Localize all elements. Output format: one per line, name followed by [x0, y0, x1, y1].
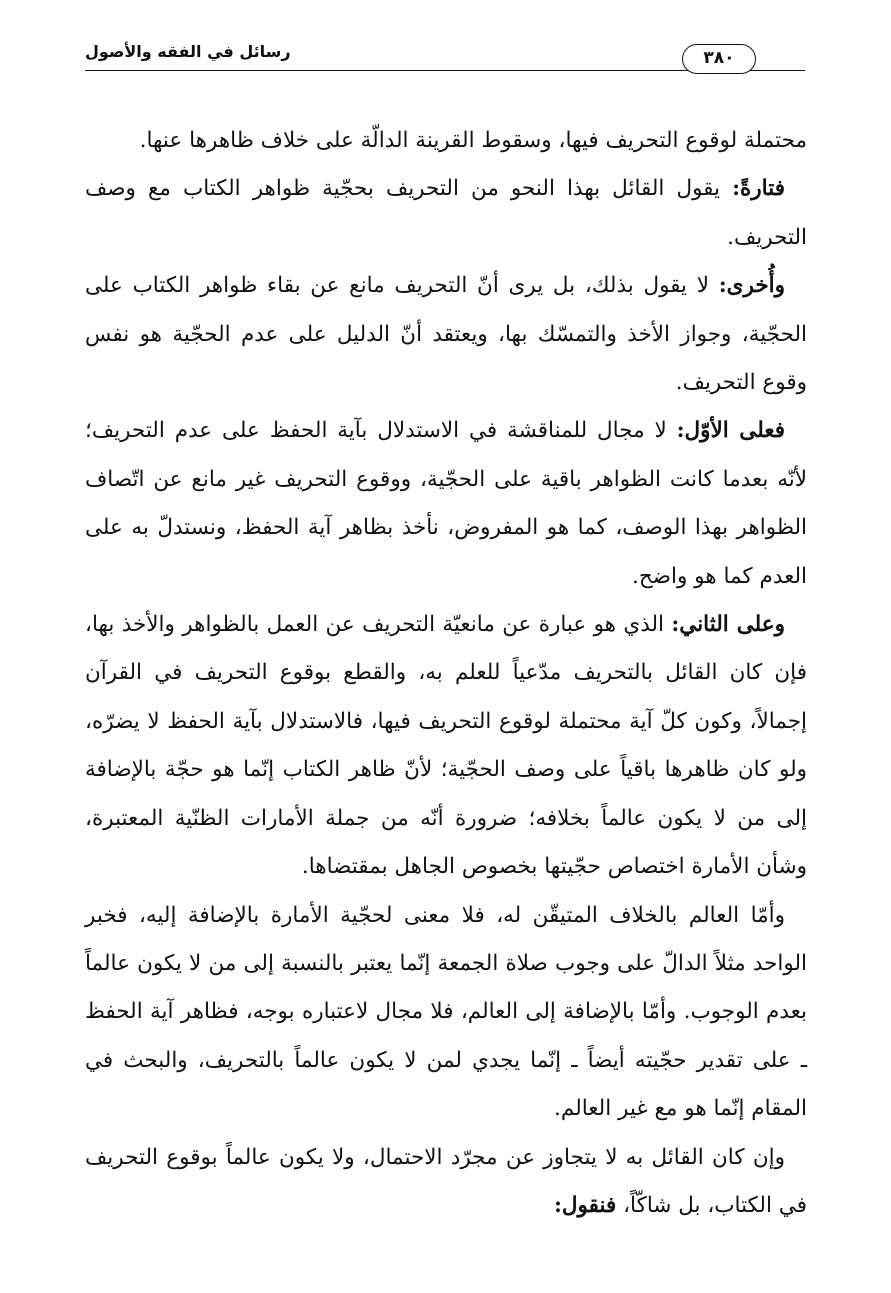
paragraph-text: لا يقول بذلك، بل يرى أنّ التحريف مانع عن بقاء ظواهر الكتاب على الحجّية، وجواز الأخذ والتمسّك بها، ويعتقد أنّ الدليل على عدم الحجّية هو نفس وقوع التحريف.: [85, 273, 807, 396]
paragraph-5: [85, 601, 807, 891]
page-number-badge: ٣٨٠: [682, 44, 756, 74]
paragraph-4: [85, 407, 807, 601]
paragraph-1: [85, 117, 807, 165]
paragraph-text: يقول القائل بهذا النحو من التحريف بحجّية ظواهر الكتاب مع وصف التحريف.: [85, 176, 807, 250]
paragraph-text: وأمّا العالم بالخلاف المتيقّن له، فلا معنى لحجّية الأمارة بالإضافة إليه، فخبر الواحد مثلاً الدالّ على وجوب صلاة الجمعة إنّما يعتبر بالنسبة إلى من لا يكون عالماً بعدم الوجوب. وأمّا بالإضافة إلى العالم، فلا مجال لاعتباره بوجه، فظاهر آية الحفظ ـ على تقدير حجّيته أيضاً ـ إنّما يجدي لمن لا يكون عالماً بالتحريف، والبحث في المقام إنّما هو مع غير العالم.: [85, 902, 807, 1122]
running-title: رسائل في الفقه والأصول: [85, 42, 291, 61]
paragraph-text: وإن كان القائل به لا يتجاوز عن مجرّد الاحتمال، ولا يكون عالماً بوقوع التحريف في الكتاب، بل شاكّاً،: [85, 1144, 807, 1218]
paragraph-tail: فنقول:: [553, 1192, 617, 1218]
paragraph-lead: وأُخرى:: [718, 273, 785, 299]
paragraph-3: [85, 262, 807, 407]
page-body: [85, 117, 807, 1230]
paragraph-text: لا مجال للمناقشة في الاستدلال بآية الحفظ على عدم التحريف؛ لأنّه بعدما كانت الظواهر باقية على الحجّية، ووقوع التحريف غير مانع عن اتّصاف الظواهر بهذا الوصف، كما هو المفروض، نأخذ بظاهر آية الحفظ، ونستدلّ به على العدم كما هو واضح.: [85, 418, 807, 589]
paragraph-text: الذي هو عبارة عن مانعيّة التحريف عن العمل بالظواهر والأخذ بها، فإن كان القائل بالتحريف مدّعياً للعلم به، والقطع بوقوع التحريف في القرآن إجمالاً، وكون كلّ آية محتملة لوقوع التحريف فيها، فالاستدلال بآية الحفظ لا يضرّه، ولو كان ظاهرها باقياً على وصف الحجّية؛ لأنّ ظاهر الكتاب إنّما هو حجّة بالإضافة إلى من لا يكون عالماً بخلافه؛ ضرورة أنّه من جملة الأمارات الظنّية المعتبرة، وشأن الأمارة اختصاص حجّيتها بخصوص الجاهل بمقتضاها.: [85, 612, 807, 880]
paragraph-7: [85, 1134, 807, 1231]
paragraph-6: [85, 892, 807, 1134]
paragraph-lead: فعلى الأوّل:: [676, 418, 785, 444]
paragraph-lead: فتارةً:: [732, 176, 785, 202]
paragraph-text: محتملة لوقوع التحريف فيها، وسقوط القرينة الدالّة على خلاف ظاهرها عنها.: [139, 128, 807, 153]
paragraph-lead: وعلى الثاني:: [671, 612, 785, 638]
page-header: [85, 38, 805, 74]
paragraph-2: [85, 165, 807, 262]
